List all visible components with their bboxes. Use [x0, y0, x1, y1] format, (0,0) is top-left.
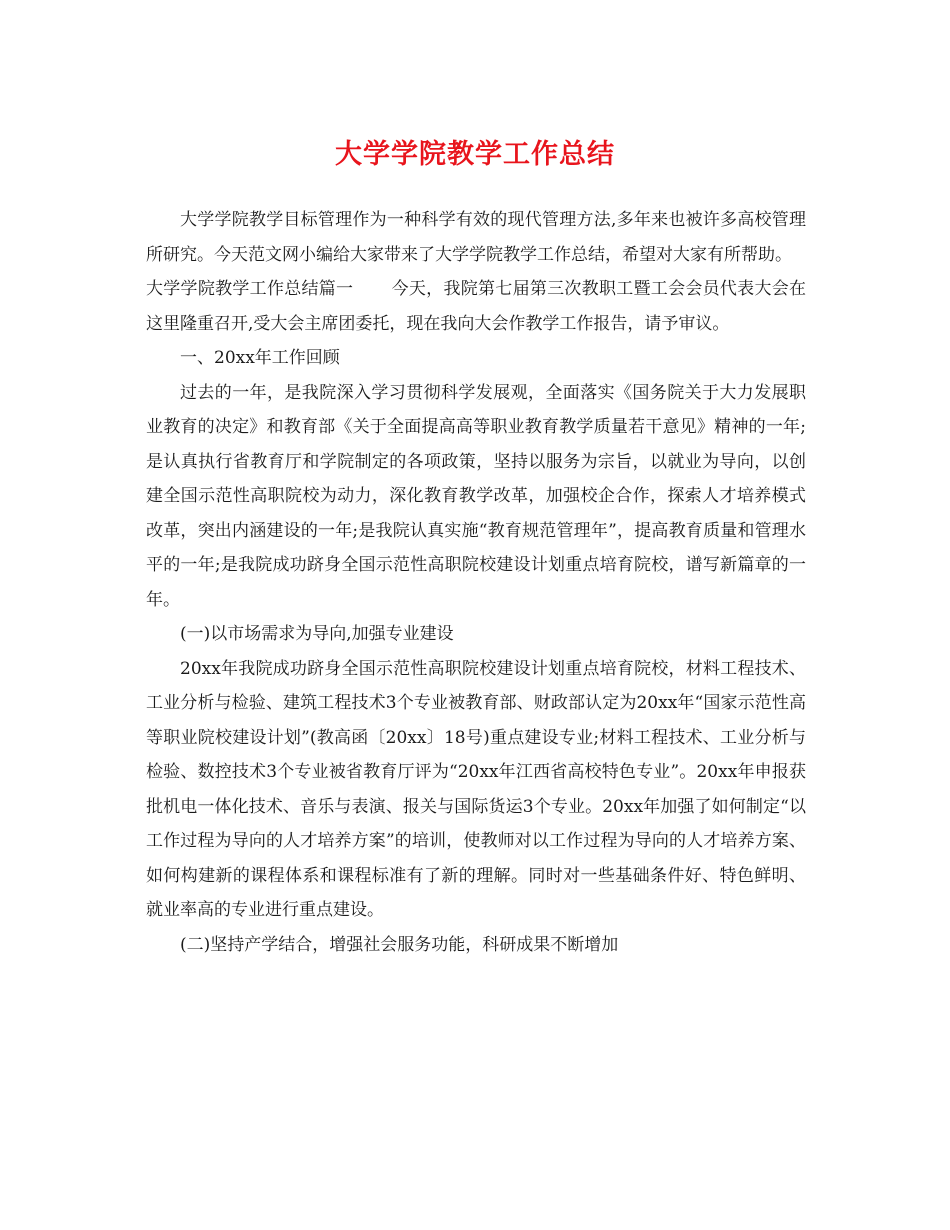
page-title: 大学学院教学工作总结 [335, 139, 615, 170]
heading-year-review: 一、20xx年工作回顾 [180, 348, 340, 368]
heading-subsection-one: (一)以市场需求为导向,加强专业建设 [180, 624, 454, 644]
paragraph-specialty-building: 20xx年我院成功跻身全国示范性高职院校建设计划重点培育院校，材料工程技术、工业分析与检验、建筑工程技术3个专业被教育部、财政部认定为20xx年“国家示范性高等职业院校建设计划”(教高函〔20xx〕18号)重点建设专业;材料工程技术、工业分析与检验、数控技术3个专业被省教育厅评为“20xx年江西省高校特色专业”。20xx年申报获批机电一体化技术、音乐与表演、报关与国际货运3个专业。20xx年加强了如何制定“以工作过程为导向的人才培养方案”的培训，使教师对以工作过程为导向的人才培养方案、如何构建新的课程体系和课程标准有了新的理解。同时对一些基础条件好、特色鲜明、就业率高的专业进行重点建设。 [146, 658, 806, 920]
section-heading: 大学学院教学工作总结篇一 [146, 279, 354, 299]
paragraph-past-year: 过去的一年，是我院深入学习贯彻科学发展观，全面落实《国务院关于大力发展职业教育的决定》和教育部《关于全面提高高等职业教育教学质量若干意见》精神的一年;是认真执行省教育厅和学院制定的各项政策，坚持以服务为宗旨，以就业为导向，以创建全国示范性高职院校为动力，深化教育教学改革，加强校企合作，探索人才培养模式改革，突出内涵建设的一年;是我院认真实施“教育规范管理年”，提高教育质量和管理水平的一年;是我院成功跻身全国示范性高职院校建设计划重点培育院校，谱写新篇章的一年。 [146, 382, 806, 610]
document-body [146, 203, 806, 962]
paragraph-intro: 大学学院教学目标管理作为一种科学有效的现代管理方法,多年来也被许多高校管理所研究。今天范文网小编给大家带来了大学学院教学工作总结，希望对大家有所帮助。 [146, 210, 806, 265]
heading-subsection-two: (二)坚持产学结合，增强社会服务功能，科研成果不断增加 [180, 934, 619, 955]
paragraph-section-one [146, 272, 806, 341]
section-one-text: 今天，我院第七届第三次教职工暨工会会员代表大会在这里隆重召开,受大会主席团委托，现在我向大会作教学工作报告，请予审议。 [146, 279, 807, 334]
